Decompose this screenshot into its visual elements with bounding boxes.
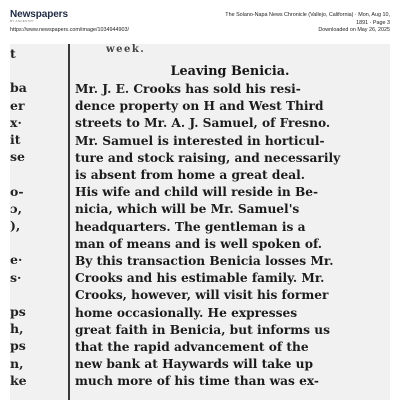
citation-block: [225, 12, 390, 35]
left-column-fragment: ps: [10, 338, 26, 354]
left-column-fragment: s·: [10, 269, 22, 285]
left-column-fragment: ke: [10, 372, 27, 388]
article-line: streets to Mr. A. J. Samuel, of Fresno.: [75, 116, 331, 131]
newspaper-clipping: [10, 44, 390, 400]
article-line: is absent from home a great deal.: [75, 168, 305, 182]
article-line: man of means and is well spoken of.: [75, 236, 323, 251]
article-line: ture and stock raising, and necessarily: [75, 150, 341, 165]
source-url[interactable]: https://www.newspapers.com/image/1034944903/: [10, 27, 129, 33]
previous-article-fragment: week.: [106, 44, 146, 55]
download-date: Downloaded on May 26, 2025: [318, 27, 390, 34]
article-line: Crooks and his estimable family. Mr.: [75, 271, 325, 286]
article-line: Mr. J. E. Crooks has sold his resi-: [75, 82, 301, 96]
article-line: dence property on H and West Third: [75, 99, 324, 114]
article-line: nicia, which will be Mr. Samuel's: [75, 202, 300, 217]
article-line: much more of his time than was ex-: [75, 374, 319, 389]
article-line: headquarters. The gentleman is a: [75, 219, 306, 234]
article-line: His wife and child will reside in Be-: [75, 185, 319, 200]
left-column-fragment: se: [10, 149, 25, 165]
left-column-fragment: o-: [10, 183, 24, 199]
article-line: great faith in Benicia, but informs us: [75, 322, 330, 337]
left-column-fragment: h,: [10, 321, 24, 337]
page-header: [0, 0, 400, 44]
left-column-fragment: er: [10, 97, 25, 113]
article-line: By this transaction Benicia losses Mr.: [75, 254, 334, 268]
article-line: Mr. Samuel is interested in horticul-: [75, 133, 325, 148]
left-column-fragment: x·: [10, 114, 22, 130]
left-column-fragment: t: [10, 46, 16, 61]
left-column-fragment: ba: [10, 80, 27, 96]
article-headline: Leaving Benicia.: [170, 64, 290, 79]
left-column-fragment: e·: [10, 252, 23, 268]
column-rule: [68, 44, 70, 400]
publication-date-page: 1891 · Page 3: [356, 19, 390, 26]
article-line: that the rapid advancement of the: [75, 340, 309, 354]
left-column-fragment: n,: [10, 355, 24, 371]
left-column-fragment: ps: [10, 304, 26, 319]
left-column-fragment: it: [10, 132, 21, 147]
publication-title: The Solano-Napa News Chronicle (Vallejo, California) · Mon, Aug 10,: [225, 12, 390, 18]
article-line: new bank at Haywards will take up: [75, 357, 313, 372]
article-line: home occasionally. He expresses: [75, 305, 298, 320]
logo-text: Newspapers: [10, 9, 68, 20]
logo-tagline: BY ANCESTRY: [10, 19, 35, 23]
left-column-fragment: ɔ,: [10, 200, 22, 216]
article-line: Crooks, however, will visit his former: [75, 288, 329, 303]
left-column-fragment: ),: [10, 218, 21, 233]
